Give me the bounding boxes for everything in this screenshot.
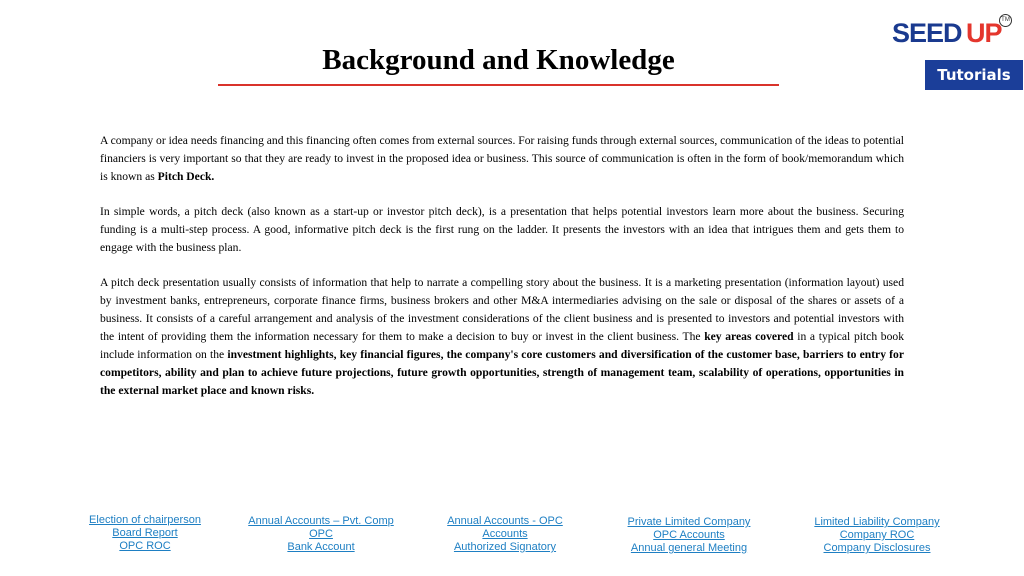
- footer-link[interactable]: OPC ROC: [119, 540, 171, 552]
- main-content: [100, 132, 904, 417]
- seedup-logo[interactable]: [892, 14, 1022, 54]
- footer-link[interactable]: Limited Liability Company: [814, 516, 940, 528]
- footer-column-1: [80, 514, 210, 553]
- footer-link[interactable]: Election of chairperson: [89, 514, 201, 526]
- page-title: Background and Knowledge: [322, 44, 675, 76]
- footer-link[interactable]: Company ROC: [839, 529, 915, 541]
- footer-link[interactable]: Company Disclosures: [823, 542, 931, 554]
- paragraph-details: [100, 274, 904, 400]
- pitch-deck-term: Pitch Deck.: [157, 170, 215, 183]
- footer-link[interactable]: Accounts: [482, 528, 528, 540]
- paragraph-intro-text: A company or idea needs financing and this financing often comes from external sources. For raising funds through external sources, communication of the ideas to potential financiers is very important so that they are ready to invest in the proposed idea or business. This source of communication is often in the form of book/memorandum which is known as: [100, 134, 904, 183]
- footer-link[interactable]: OPC Accounts: [653, 529, 725, 541]
- footer-link[interactable]: Annual Accounts - OPC: [447, 515, 563, 527]
- logo-seed-text: SEED: [892, 18, 962, 48]
- footer-link[interactable]: Authorized Signatory: [453, 541, 557, 553]
- paragraph-details-text-2: in a typical pitch book include information on the: [100, 330, 904, 361]
- footer-column-3: [440, 515, 570, 554]
- footer-link[interactable]: Bank Account: [287, 541, 355, 553]
- logo-up-text: UP: [966, 18, 1002, 48]
- footer-link[interactable]: Board Report: [112, 527, 178, 539]
- footer-column-4: [619, 516, 759, 555]
- tutorials-button[interactable]: Tutorials: [925, 60, 1023, 90]
- paragraph-definition: In simple words, a pitch deck (also known as a start-up or investor pitch deck), is a presentation that helps potential investors learn more about the business. Securing funding is a multi-step process. A good, informative pitch deck is the first rung on the ladder. It presents the investors with an idea that intrigues them and gets them to engage with the business plan.: [100, 205, 904, 254]
- footer-column-5: [806, 516, 948, 555]
- key-areas-list: investment highlights, key financial figures, the company's core customers and diversification of the customer base, barriers to entry for competitors, ability and plan to achieve future projections, future growth opportunities, strength of management team, scalability of operations, opportunities in the external market place and known risks.: [100, 348, 904, 397]
- footer-link[interactable]: Private Limited Company: [627, 516, 751, 528]
- footer-link[interactable]: OPC: [309, 528, 333, 540]
- footer-link[interactable]: Annual Accounts – Pvt. Comp: [248, 515, 394, 527]
- key-areas-term: key areas covered: [704, 330, 794, 343]
- trademark-icon: TM: [999, 14, 1012, 27]
- paragraph-details-text-1: A pitch deck presentation usually consists of information that help to narrate a compelling story about the business. It is a marketing presentation (information layout) used by investment banks, entrepreneurs, corporate finance firms, business brokers and other M&A intermediaries advising on the sale or disposal of the shares or assets of a business. It consists of a careful arrangement and analysis of the investment considerations of the client business and is presented to investors and potential investors with the intent of providing them the information necessary for them to make a decision to buy or invest in the client business. The: [100, 276, 904, 343]
- footer-links: [0, 514, 1024, 564]
- title-underline: [218, 84, 779, 86]
- footer-column-2: [241, 515, 401, 554]
- footer-link[interactable]: Annual general Meeting: [630, 542, 748, 554]
- paragraph-intro: [100, 132, 904, 186]
